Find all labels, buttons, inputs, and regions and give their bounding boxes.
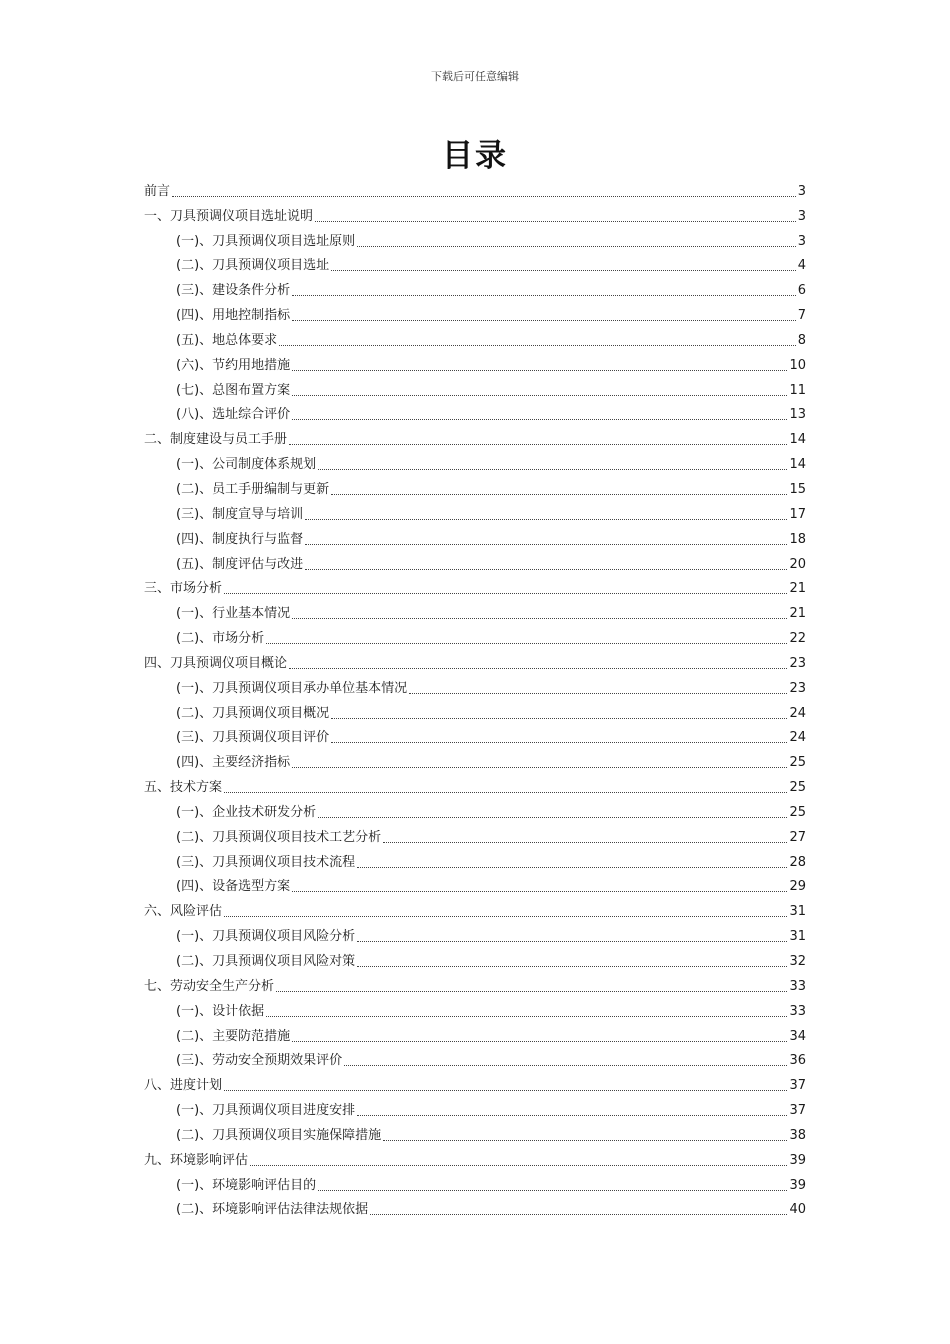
toc-entry-label: 五、技术方案 [144, 780, 223, 796]
toc-entry[interactable] [144, 598, 806, 623]
toc-entry[interactable] [144, 524, 806, 549]
toc-entry-page-number: 24 [789, 730, 806, 746]
toc-entry[interactable] [144, 896, 806, 921]
toc-dot-leader [305, 569, 787, 570]
toc-dot-leader [266, 1016, 787, 1017]
toc-entry[interactable] [144, 1046, 806, 1071]
toc-entry-page-number: 8 [797, 332, 806, 348]
toc-dot-leader [292, 419, 787, 420]
toc-entry-page-number: 25 [789, 755, 806, 771]
toc-dot-leader [305, 544, 787, 545]
toc-entry[interactable] [144, 797, 806, 822]
toc-entry-label: (一)、行业基本情况 [176, 606, 291, 622]
toc-dot-leader [292, 370, 787, 371]
toc-dot-leader [318, 1190, 787, 1191]
toc-entry-page-number: 37 [789, 1078, 806, 1094]
toc-entry[interactable] [144, 971, 806, 996]
toc-entry[interactable] [144, 325, 806, 350]
toc-entry-label: (一)、刀具预调仪项目进度安排 [176, 1103, 356, 1119]
toc-entry-label: (三)、建设条件分析 [176, 283, 291, 299]
toc-entry[interactable] [144, 251, 806, 276]
toc-entry[interactable] [144, 400, 806, 425]
toc-entry-label: (二)、环境影响评估法律法规依据 [176, 1202, 369, 1218]
toc-entry-label: (一)、企业技术研发分析 [176, 804, 317, 820]
toc-dot-leader [292, 1041, 787, 1042]
toc-entry-label: 六、风险评估 [144, 904, 223, 920]
toc-entry-page-number: 14 [789, 432, 806, 448]
toc-entry[interactable] [144, 226, 806, 251]
toc-entry-page-number: 23 [789, 655, 806, 671]
toc-entry-label: (一)、环境影响评估目的 [176, 1177, 317, 1193]
toc-entry[interactable] [144, 1120, 806, 1145]
toc-dot-leader [266, 643, 787, 644]
toc-entry-label: (三)、刀具预调仪项目评价 [176, 730, 330, 746]
toc-entry[interactable] [144, 698, 806, 723]
toc-dot-leader [292, 618, 787, 619]
toc-dot-leader [383, 842, 787, 843]
toc-dot-leader [318, 817, 787, 818]
toc-entry[interactable] [144, 1195, 806, 1220]
toc-dot-leader [172, 196, 796, 197]
toc-entry[interactable] [144, 747, 806, 772]
toc-dot-leader [315, 221, 796, 222]
toc-entry[interactable] [144, 1095, 806, 1120]
toc-entry-label: (一)、公司制度体系规划 [176, 457, 317, 473]
toc-entry[interactable] [144, 424, 806, 449]
toc-entry-label: 四、刀具预调仪项目概论 [144, 655, 288, 671]
toc-entry-page-number: 4 [797, 258, 806, 274]
toc-entry-page-number: 20 [789, 556, 806, 572]
toc-entry-label: (二)、刀具预调仪项目实施保障措施 [176, 1127, 382, 1143]
toc-entry-label: 八、进度计划 [144, 1078, 223, 1094]
toc-entry-label: (一)、刀具预调仪项目风险分析 [176, 929, 356, 945]
table-of-contents [144, 176, 806, 1219]
toc-entry-label: (二)、刀具预调仪项目技术工艺分析 [176, 829, 382, 845]
toc-dot-leader [276, 991, 787, 992]
toc-entry-page-number: 34 [789, 1028, 806, 1044]
toc-entry[interactable] [144, 1070, 806, 1095]
toc-entry-page-number: 10 [789, 357, 806, 373]
toc-dot-leader [318, 469, 787, 470]
toc-entry[interactable] [144, 1021, 806, 1046]
toc-entry-label: (七)、总图布置方案 [176, 382, 291, 398]
toc-entry-page-number: 33 [789, 1003, 806, 1019]
toc-dot-leader [250, 1165, 787, 1166]
toc-entry-label: 九、环境影响评估 [144, 1152, 249, 1168]
toc-entry[interactable] [144, 723, 806, 748]
toc-entry[interactable] [144, 772, 806, 797]
toc-dot-leader [292, 295, 796, 296]
toc-entry-label: (三)、制度宣导与培训 [176, 506, 304, 522]
toc-entry-label: 七、劳动安全生产分析 [144, 978, 275, 994]
toc-dot-leader [279, 345, 796, 346]
toc-entry-label: 二、制度建设与员工手册 [144, 432, 288, 448]
toc-entry-page-number: 15 [789, 481, 806, 497]
toc-entry-page-number: 25 [789, 780, 806, 796]
toc-entry-label: (一)、刀具预调仪项目承办单位基本情况 [176, 680, 408, 696]
toc-entry-label: (二)、主要防范措施 [176, 1028, 291, 1044]
toc-entry-label: (三)、刀具预调仪项目技术流程 [176, 854, 356, 870]
toc-entry-page-number: 32 [789, 954, 806, 969]
toc-entry-page-number: 31 [789, 929, 806, 945]
toc-dot-leader [289, 444, 787, 445]
toc-dot-leader [292, 320, 796, 321]
toc-entry[interactable] [144, 549, 806, 574]
toc-entry-page-number: 11 [789, 382, 806, 398]
toc-entry-page-number: 17 [789, 506, 806, 522]
toc-entry-page-number: 33 [789, 978, 806, 994]
toc-dot-leader [224, 916, 787, 917]
toc-entry-label: (二)、市场分析 [176, 631, 265, 647]
toc-entry[interactable] [144, 946, 806, 971]
toc-dot-leader [357, 1115, 787, 1116]
toc-entry[interactable] [144, 176, 806, 201]
toc-entry-page-number: 3 [797, 208, 806, 224]
toc-entry-page-number: 27 [789, 829, 806, 845]
toc-entry-page-number: 3 [797, 233, 806, 249]
toc-entry-page-number: 6 [797, 283, 806, 299]
toc-entry[interactable] [144, 275, 806, 300]
toc-entry[interactable] [144, 921, 806, 946]
toc-dot-leader [331, 270, 796, 271]
toc-entry[interactable] [144, 574, 806, 599]
toc-entry-label: 一、刀具预调仪项目选址说明 [144, 208, 314, 224]
toc-entry-label: (二)、刀具预调仪项目概况 [176, 705, 330, 721]
toc-entry-page-number: 23 [789, 680, 806, 696]
toc-dot-leader [383, 1140, 787, 1141]
toc-entry[interactable] [144, 847, 806, 872]
toc-dot-leader [357, 867, 787, 868]
toc-entry-label: (二)、刀具预调仪项目风险对策 [176, 954, 356, 969]
toc-entry[interactable] [144, 375, 806, 400]
toc-dot-leader [331, 742, 787, 743]
toc-entry-label: (四)、主要经济指标 [176, 755, 291, 771]
toc-entry-label: 三、市场分析 [144, 581, 223, 597]
toc-entry-page-number: 22 [789, 631, 806, 647]
toc-entry[interactable] [144, 1170, 806, 1195]
toc-entry[interactable] [144, 623, 806, 648]
toc-dot-leader [289, 668, 787, 669]
toc-entry-page-number: 13 [789, 407, 806, 423]
toc-entry[interactable] [144, 673, 806, 698]
toc-dot-leader [292, 395, 787, 396]
toc-entry-label: (一)、设计依据 [176, 1003, 265, 1019]
toc-entry-page-number: 40 [789, 1202, 806, 1218]
toc-entry-label: (六)、节约用地措施 [176, 357, 291, 373]
toc-entry-page-number: 3 [797, 183, 806, 199]
toc-dot-leader [370, 1214, 787, 1215]
toc-entry-page-number: 21 [789, 606, 806, 622]
toc-entry-label: (三)、劳动安全预期效果评价 [176, 1053, 343, 1069]
toc-entry[interactable] [144, 449, 806, 474]
toc-dot-leader [357, 941, 787, 942]
toc-entry[interactable] [144, 474, 806, 499]
toc-entry-page-number: 38 [789, 1127, 806, 1143]
toc-dot-leader [331, 718, 787, 719]
toc-dot-leader [224, 1090, 787, 1091]
toc-entry-label: (四)、制度执行与监督 [176, 531, 304, 547]
toc-dot-leader [224, 792, 787, 793]
toc-entry-label: (五)、地总体要求 [176, 332, 278, 348]
toc-entry-page-number: 25 [789, 804, 806, 820]
toc-entry-page-number: 18 [789, 531, 806, 547]
toc-dot-leader [409, 693, 787, 694]
toc-entry-page-number: 28 [789, 854, 806, 870]
toc-entry[interactable] [144, 300, 806, 325]
toc-entry-page-number: 24 [789, 705, 806, 721]
toc-entry[interactable] [144, 648, 806, 673]
toc-entry-page-number: 39 [789, 1177, 806, 1193]
toc-dot-leader [357, 966, 787, 967]
toc-dot-leader [344, 1065, 787, 1066]
toc-entry-page-number: 21 [789, 581, 806, 597]
toc-entry-label: (一)、刀具预调仪项目选址原则 [176, 233, 356, 249]
toc-dot-leader [292, 767, 787, 768]
toc-dot-leader [224, 593, 787, 594]
toc-entry[interactable] [144, 1145, 806, 1170]
toc-entry-label: (八)、选址综合评价 [176, 407, 291, 423]
toc-dot-leader [305, 519, 787, 520]
toc-entry-page-number: 31 [789, 904, 806, 920]
toc-dot-leader [292, 891, 787, 892]
toc-entry-page-number: 37 [789, 1103, 806, 1119]
toc-entry-label: (四)、用地控制指标 [176, 308, 291, 324]
toc-entry-page-number: 29 [789, 879, 806, 895]
toc-entry[interactable] [144, 822, 806, 847]
toc-entry[interactable] [144, 996, 806, 1021]
toc-dot-leader [357, 246, 796, 247]
toc-entry[interactable] [144, 872, 806, 897]
toc-entry-label: (四)、设备选型方案 [176, 879, 291, 895]
toc-entry-label: 前言 [144, 183, 171, 199]
page-header: 下载后可任意编辑 [431, 70, 519, 83]
toc-entry[interactable] [144, 499, 806, 524]
toc-entry-page-number: 7 [797, 308, 806, 324]
toc-entry-label: (五)、制度评估与改进 [176, 556, 304, 572]
toc-entry[interactable] [144, 350, 806, 375]
toc-entry[interactable] [144, 201, 806, 226]
toc-entry-page-number: 14 [789, 457, 806, 473]
toc-entry-label: (二)、刀具预调仪项目选址 [176, 258, 330, 274]
toc-dot-leader [331, 494, 787, 495]
toc-entry-page-number: 39 [789, 1152, 806, 1168]
toc-title: 目录 [442, 138, 508, 174]
toc-entry-page-number: 36 [789, 1053, 806, 1069]
toc-entry-label: (二)、员工手册编制与更新 [176, 481, 330, 497]
